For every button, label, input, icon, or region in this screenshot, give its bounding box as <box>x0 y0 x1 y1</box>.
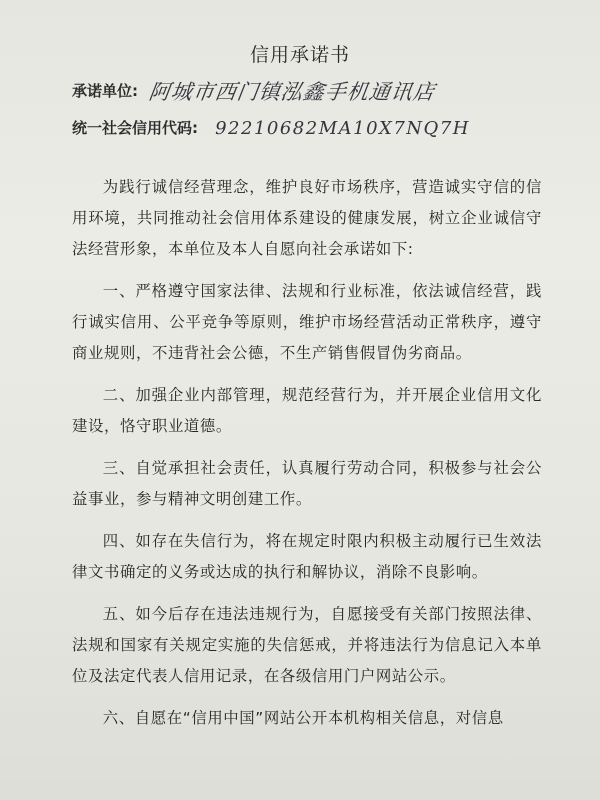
commitment-item-2: 二、加强企业内部管理，规范经营行为，并开展企业信用文化建设，恪守职业道德。 <box>72 386 542 435</box>
commitment-unit-row <box>72 78 435 104</box>
commitment-item-3: 三、自觉承担社会责任，认真履行劳动合同，积极参与社会公益事业，参与精神文明创建工作。 <box>72 459 542 508</box>
credit-code-handwritten-value: 92210682MA10X7NQ7H <box>215 117 470 139</box>
commitment-item-4: 四、如存在失信行为，将在规定时限内积极主动履行已生效法律文书确定的义务或达成的执行和解协议，消除不良影响。 <box>72 532 542 581</box>
credit-code-row <box>72 115 470 141</box>
commitment-unit-label: 承诺单位: <box>72 82 138 100</box>
commitment-item-6: 六、自愿在“信用中国”网站公开本机构相关信息，对信息 <box>102 709 504 727</box>
commitment-unit-handwritten-value: 阿城市西门镇泓鑫手机通讯店 <box>147 79 437 104</box>
credit-code-label: 统一社会信用代码: <box>72 119 198 137</box>
intro-paragraph: 为践行诚信经营理念，维护良好市场秩序，营造诚实守信的信用环境，共同推动社会信用体系建设的健康发展，树立企业诚信守法经营形象，本单位及本人自愿向社会承诺如下: <box>72 178 542 258</box>
commitment-item-5: 五、如今后存在违法违规行为，自愿接受有关部门按照法律、法规和国家有关规定实施的失信惩戒，并将违法行为信息记入本单位及法定代表人信用记录，在各级信用门户网站公示。 <box>72 605 542 685</box>
commitment-item-1: 一、严格遵守国家法律、法规和行业标准，依法诚信经营，践行诚实信用、公平竞争等原则，维护市场经营活动正常秩序，遵守商业规则，不违背社会公德，不生产销售假冒伪劣商品。 <box>72 282 542 362</box>
document-title: 信用承诺书 <box>249 44 350 66</box>
commitment-body <box>72 172 542 734</box>
